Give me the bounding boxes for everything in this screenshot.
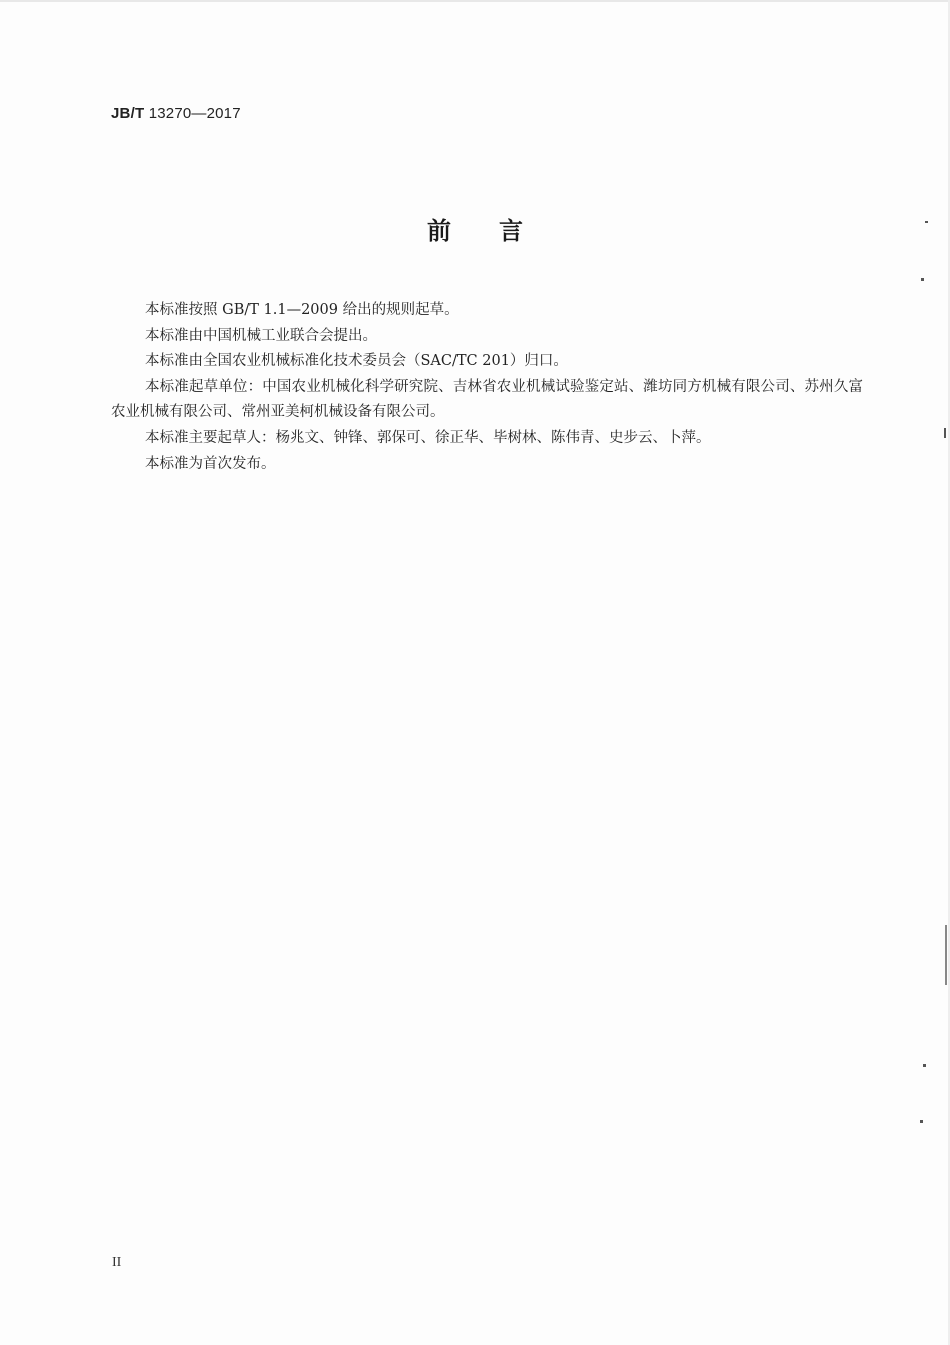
standard-prefix: JB/T: [111, 105, 145, 122]
paragraph-centralized-by: 本标准由全国农业机械标准化技术委员会（SAC/TC 201）归口。: [145, 353, 568, 370]
scan-mark: [945, 925, 947, 985]
scan-mark: [923, 1064, 926, 1067]
standard-code: [111, 105, 241, 122]
paragraph-first-release: 本标准为首次发布。: [145, 455, 276, 472]
standard-number: 13270—2017: [148, 105, 241, 122]
page-number: II: [112, 1255, 122, 1270]
paragraph-drafters: 本标准主要起草人：杨兆文、钟锋、郭保可、徐正华、毕树林、陈伟青、史步云、卜萍。: [145, 429, 711, 446]
page-heading: 前言: [427, 217, 571, 245]
scan-top-edge: [0, 0, 950, 2]
scan-mark: [944, 428, 946, 438]
scan-mark: [925, 221, 928, 223]
paragraph-drafting-rules: 本标准按照 GB/T 1.1—2009 给出的规则起草。: [145, 302, 459, 318]
scan-mark: [921, 278, 924, 281]
foreword-body: [111, 298, 863, 477]
scan-mark: [920, 1120, 923, 1123]
paragraph-proposed-by: 本标准由中国机械工业联合会提出。: [145, 327, 377, 344]
paragraph-drafting-units: 本标准起草单位：中国农业机械化科学研究院、吉林省农业机械试验鉴定站、潍坊同方机械有限公司、苏州久富农业机械有限公司、常州亚美柯机械设备有限公司。: [111, 378, 863, 421]
